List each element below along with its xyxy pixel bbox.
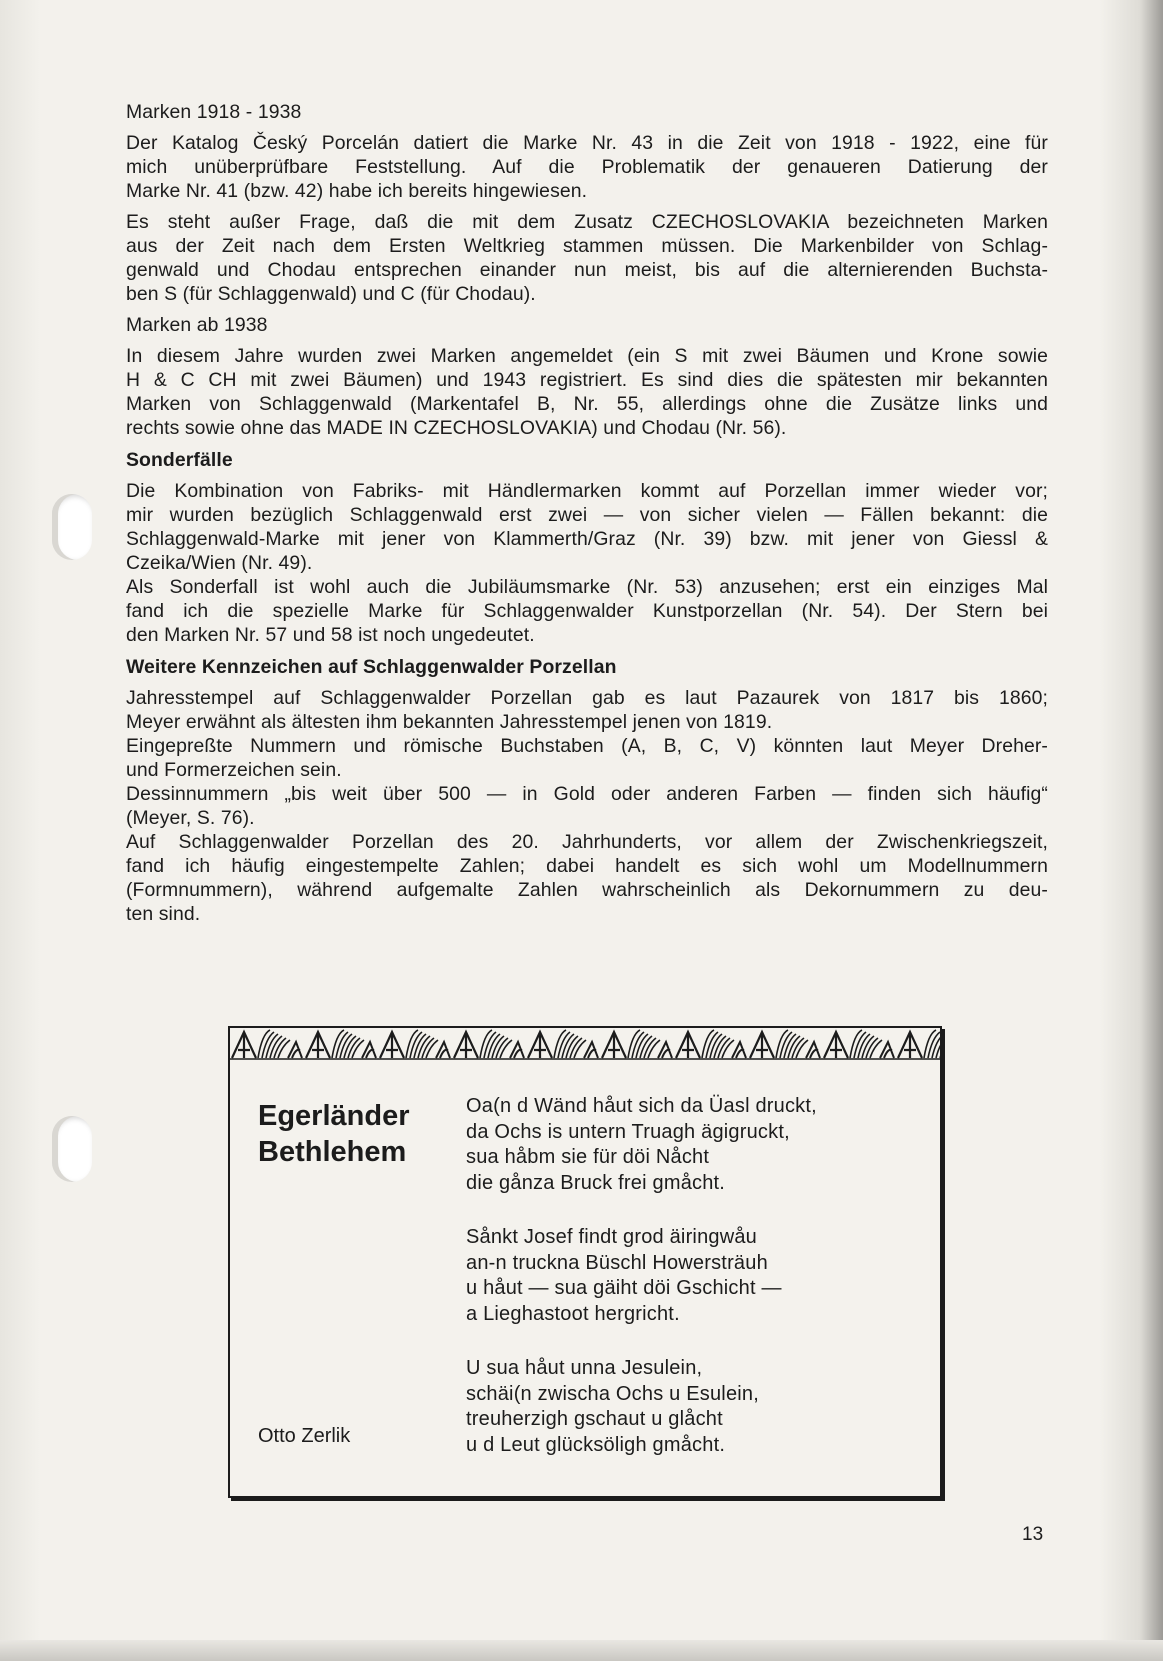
- poem-stanza: [466, 1094, 926, 1196]
- poem-box: [228, 1026, 942, 1498]
- paragraph: [126, 575, 1048, 647]
- poem-line: Oa(n d Wänd håut sich da Üasl druckt,: [466, 1095, 817, 1117]
- paragraph: [126, 210, 1048, 306]
- section-heading: [126, 448, 1048, 472]
- text-line: ten sind.: [126, 903, 201, 925]
- poem-text: [466, 1094, 926, 1487]
- text-line: rechts sowie ohne das MADE IN CZECHOSLOVAKIA) und Chodau (Nr. 56).: [126, 417, 787, 439]
- paragraph: [126, 734, 1048, 782]
- paragraph: [126, 830, 1048, 926]
- text-line: Jahresstempel auf Schlaggenwalder Porzellan gab es laut Pazaurek von 1817 bis 1860;: [126, 687, 1048, 709]
- text-line: den Marken Nr. 57 und 58 ist noch ungedeutet.: [126, 624, 535, 646]
- text-line: Schlaggenwald-Marke mit jener von Klammerth/Graz (Nr. 39) bzw. mit jener von Giessl &: [126, 528, 1048, 550]
- poem-title: [258, 1098, 443, 1170]
- poem-line: u d Leut glücksöligh gmåcht.: [466, 1433, 726, 1456]
- poem-stanza: [466, 1356, 926, 1458]
- paragraph: [126, 479, 1048, 575]
- text-line: Die Kombination von Fabriks- mit Händlermarken kommt auf Porzellan immer wieder vor;: [126, 480, 1048, 502]
- section-heading: [126, 655, 1048, 679]
- text-line: Eingepreßte Nummern und römische Buchstaben (A, B, C, V) könnten laut Meyer Dreher-: [126, 735, 1048, 757]
- punch-hole-icon: [52, 1116, 92, 1182]
- poem-stanza: [466, 1225, 926, 1327]
- poem-line: a Lieghastoot hergricht.: [466, 1302, 680, 1325]
- paragraph: [126, 131, 1048, 203]
- poem-line: treuherzigh gschaut u glåcht: [466, 1408, 723, 1430]
- text-line: Czeika/Wien (Nr. 49).: [126, 552, 313, 574]
- poem-line: sua håbm sie für döi Nåcht: [466, 1146, 710, 1168]
- poem-title-line: Egerländer: [258, 1100, 410, 1132]
- text-line: Marken ab 1938: [126, 314, 268, 336]
- text-line: (Meyer, S. 76).: [126, 807, 255, 829]
- text-line: Es steht außer Frage, daß die mit dem Zusatz CZECHOSLOVAKIA bezeichneten Marken: [126, 211, 1048, 233]
- poem-line: da Ochs is untern Truagh ägigruckt,: [466, 1120, 790, 1143]
- text-line: Marken von Schlaggenwald (Markentafel B, Nr. 55, allerdings ohne die Zusätze links und: [126, 393, 1048, 415]
- text-line: Marke Nr. 41 (bzw. 42) habe ich bereits hingewiesen.: [126, 180, 588, 202]
- paragraph: [126, 344, 1048, 440]
- paragraph: [126, 313, 1048, 337]
- text-line: mir wurden bezüglich Schlaggenwald erst zwei — von sicher vielen — Fällen bekannt: die: [126, 504, 1048, 526]
- text-line: Marken 1918 - 1938: [126, 101, 302, 123]
- text-line: (Formnummern), während aufgemalte Zahlen wahrscheinlich als Dekornummern zu deu-: [126, 879, 1048, 901]
- text-line: fand ich die spezielle Marke für Schlaggenwalder Kunstporzellan (Nr. 54). Der Stern bei: [126, 600, 1048, 622]
- text-line: Sonderfälle: [126, 449, 233, 471]
- poem-line: an-n truckna Büschl Howersträuh: [466, 1251, 768, 1274]
- poem-author: Otto Zerlik: [258, 1425, 351, 1447]
- text-line: fand ich häufig eingestempelte Zahlen; dabei handelt es sich wohl um Modellnummern: [126, 855, 1048, 877]
- text-line: Dessinnummern „bis weit über 500 — in Gold oder anderen Farben — finden sich häufig“: [126, 783, 1048, 805]
- poem-title-line: Bethlehem: [258, 1136, 407, 1168]
- punch-hole-icon: [52, 494, 92, 560]
- text-line: genwald und Chodau entsprechen einander nun meist, bis auf die alternierenden Buchsta-: [126, 259, 1048, 281]
- text-line: Der Katalog Český Porcelán datiert die Marke Nr. 43 in die Zeit von 1918 - 1922, eine für: [126, 132, 1048, 154]
- text-line: Als Sonderfall ist wohl auch die Jubiläumsmarke (Nr. 53) anzusehen; erst ein einziges Mal: [126, 576, 1048, 598]
- text-line: mich unüberprüfbare Feststellung. Auf die Problematik der genaueren Datierung der: [126, 156, 1048, 178]
- text-line: In diesem Jahre wurden zwei Marken angemeldet (ein S mit zwei Bäumen und Krone sowie: [126, 345, 1048, 367]
- text-line: Meyer erwähnt als ältesten ihm bekannten Jahresstempel jenen von 1819.: [126, 711, 773, 733]
- poem-line: schäi(n zwischa Ochs u Esulein,: [466, 1382, 759, 1405]
- poem-line: Sånkt Josef findt grod äiringwåu: [466, 1226, 758, 1248]
- text-line: und Formerzeichen sein.: [126, 759, 342, 781]
- text-line: H & C CH mit zwei Bäumen) und 1943 registriert. Es sind dies die spätesten mir bekannten: [126, 369, 1048, 391]
- text-line: aus der Zeit nach dem Ersten Weltkrieg stammen müssen. Die Markenbilder von Schlag-: [126, 235, 1048, 257]
- paragraph: [126, 100, 1048, 124]
- poem-line: u håut — sua gäiht döi Gschicht —: [466, 1277, 782, 1299]
- article-text: [126, 100, 1048, 926]
- text-line: Auf Schlaggenwalder Porzellan des 20. Jahrhunderts, vor allem der Zwischenkriegszeit,: [126, 831, 1048, 853]
- page-number: 13: [1022, 1524, 1044, 1545]
- paragraph: [126, 782, 1048, 830]
- poem-line: U sua håut unna Jesulein,: [466, 1357, 703, 1379]
- text-line: ben S (für Schlaggenwald) und C (für Chodau).: [126, 283, 536, 305]
- paragraph: [126, 686, 1048, 734]
- page-bottom-edge: [0, 1640, 1163, 1661]
- poem-line: die gånza Bruck frei gmåcht.: [466, 1171, 726, 1194]
- text-line: Weitere Kennzeichen auf Schlaggenwalder Porzellan: [126, 656, 617, 678]
- ornament-border-icon: [230, 1028, 940, 1060]
